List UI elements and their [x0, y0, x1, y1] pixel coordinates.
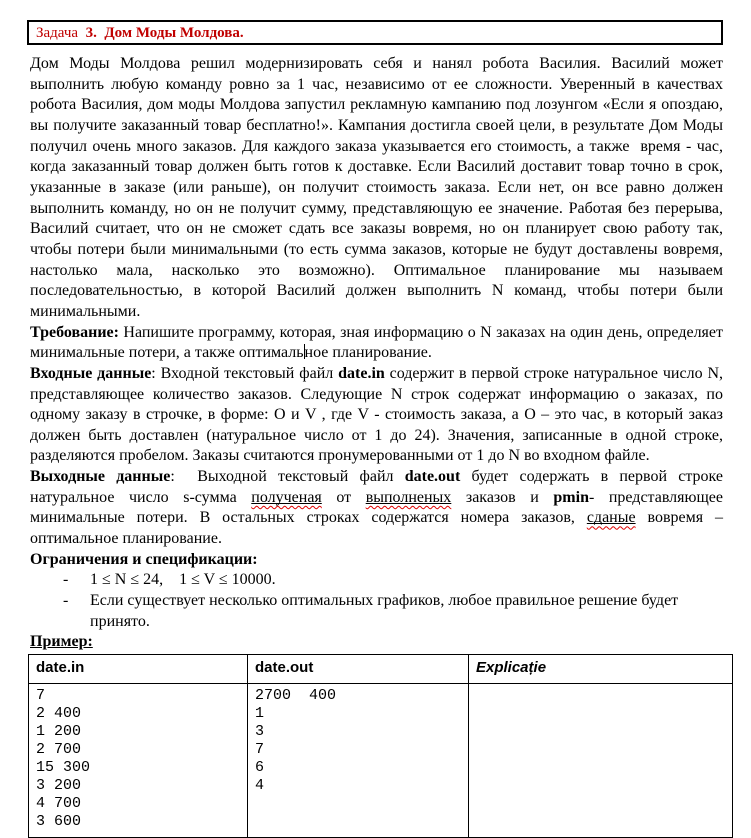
table-header-explicatie: Explicație	[469, 655, 733, 684]
table-cell-output-data	[248, 683, 469, 837]
constraint-item	[30, 591, 723, 632]
input-text-2: содержит в первой строке натуральное число N, представляющее количество заказов. Следующие N строк содержат информацию о заказах, по одному заказу в строчке, в форме: O и V , где V - стоимость заказа, а O – это час, в который заказ должен быть доставлен (натуральное число от 1 до 24). Значения, записанные в одной строке, разделяются пробелом. Заказы считаются пронумерованными от 1 до N во входном файле.	[30, 364, 723, 465]
input-line: 2 400	[36, 704, 82, 722]
constraint-text-multiple-solutions: Если существует несколько оптимальных графиков, любое правильное решение будет принято.	[90, 592, 679, 630]
requirement-paragraph	[30, 323, 723, 364]
table-cell-input-data	[29, 683, 248, 837]
table-header-date-out: date.out	[248, 655, 469, 684]
output-text-5: - представляющее минимальные потери. В остальных строках содержатся номера заказов,	[30, 488, 724, 527]
task-title-box	[27, 20, 723, 45]
output-text-6: вовремя – оптимальное планирование.	[30, 509, 723, 548]
constraint-text-limits: 1 ≤ N ≤ 24, 1 ≤ V ≤ 10000.	[90, 571, 276, 589]
document-body	[30, 54, 723, 838]
input-filename: date.in	[338, 364, 385, 382]
input-line: 2 700	[36, 740, 82, 758]
output-line: 6	[255, 758, 265, 776]
input-label: Входные данные	[30, 364, 152, 382]
requirement-text-before-cursor: Напишите программу, которая, зная информацию о N заказах на один день, определяет минимальные потери, а также оптималь	[30, 323, 723, 362]
bullet-dash: -	[63, 571, 69, 589]
output-line: 7	[255, 740, 265, 758]
output-text-3: от	[321, 488, 366, 506]
output-line: 2700 400	[255, 686, 337, 704]
input-text-1: : Входной текстовый файл	[151, 364, 339, 382]
output-text-2: будет содержать в первой строке натуральное число s-сумма	[30, 468, 724, 506]
spellcheck-squiggle: сданые	[586, 509, 636, 527]
output-line: 4	[255, 776, 265, 794]
table-body-row	[29, 683, 733, 837]
misspelled-word-underline	[587, 509, 636, 526]
output-line: 3	[255, 722, 265, 740]
constraints-label: Ограничения и спецификации:	[30, 550, 258, 568]
input-paragraph	[30, 364, 723, 467]
input-line: 7	[36, 686, 46, 704]
constraint-item	[30, 570, 723, 591]
example-label: Пример:	[30, 633, 93, 651]
input-line: 15 300	[36, 758, 91, 776]
requirement-label: Требование:	[30, 323, 119, 341]
input-line: 3 200	[36, 776, 82, 794]
bullet-dash: -	[63, 592, 69, 610]
pmin-label: pmin	[553, 488, 589, 506]
intro-text: Дом Моды Молдова решил модернизировать себя и нанял робота Василия. Василий может выполнить любую команду ровно за 1 час, независимо от ее сложности. Уверенный в качествах робота Василия, дом моды Молдова запустил рекламную кампанию под лозунгом «Если я опоздаю, вы получите заказанный товар бесплатно!». Кампания достигла своей цели, в результате Дом Моды получил очень много заказов. Для каждого заказа указывается его стоимость, а также время - час, когда заказанный товар должен быть готов к доставке. Если Василий доставит товар точно в срок, указанные в заказе (или раньше), он получит стоимость заказа. Если нет, он все равно должен выполнить команду, но он не получит сумму, представляющую ее значение. Работая без перерыва, Василий считает, что он не сможет сдать все заказы вовремя, но он планирует свою работу так, чтобы потери были минимальными (то есть сумма заказов, которые не будут доставлены вовремя, настолько мала, насколько это возможно). Оптимальное планирование мы называем последовательностью, в которой Василий должен выполнить N команд, чтобы потери были минимальными.	[30, 55, 723, 320]
requirement-text-after-cursor: ное планирование.	[304, 344, 432, 362]
output-text-4: заказов и	[451, 488, 554, 506]
output-label: Выходные данные	[30, 468, 171, 486]
task-title-name: 3. Дом Моды Молдова.	[85, 25, 244, 41]
intro-paragraph	[30, 54, 723, 323]
misspelled-word-underline	[251, 489, 322, 506]
table-header-row	[29, 655, 733, 684]
table-header-date-in: date.in	[29, 655, 248, 684]
output-filename: date.out	[404, 468, 461, 486]
misspelled-word-underline	[366, 489, 452, 506]
table-cell-explanation	[469, 683, 733, 837]
spellcheck-squiggle: выполненых	[365, 488, 452, 506]
output-line: 1	[255, 704, 265, 722]
example-table	[28, 654, 733, 838]
input-line: 4 700	[36, 794, 82, 812]
example-heading	[30, 632, 723, 653]
input-line: 1 200	[36, 722, 82, 740]
spellcheck-squiggle: полученая	[251, 488, 322, 506]
output-paragraph	[30, 467, 723, 550]
input-line: 3 600	[36, 812, 82, 830]
output-text-1: : Выходной текстовый файл	[170, 468, 405, 486]
task-title-prefix: Задача	[36, 25, 86, 41]
